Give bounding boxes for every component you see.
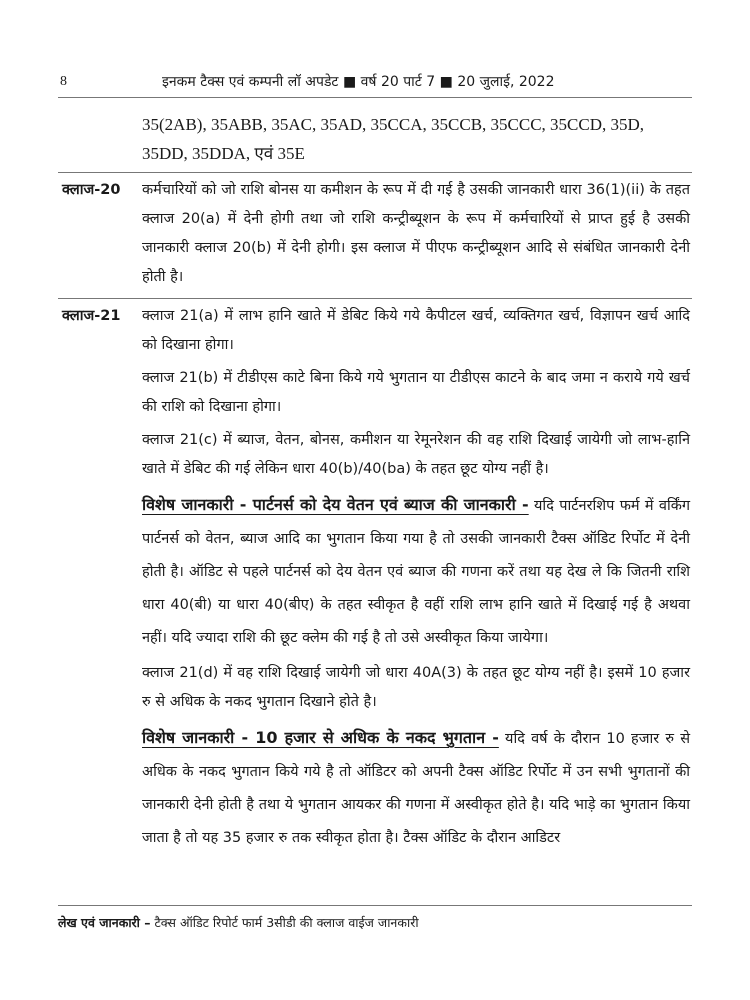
- section-list: [142, 110, 690, 168]
- page-footer: [58, 914, 419, 931]
- footer-title: टैक्स ऑडिट रिपोर्ट फार्म 3सीडी की क्लाज वाईज जानकारी: [150, 915, 419, 930]
- special-info-cash-text: यदि वर्ष के दौरान 10 हजार रु से अधिक के नकद भुगतान किये गये है तो ऑडिटर को अपनी टैक्स ऑडिट रिर्पोट में उन सभी भुगतानों की जानकारी देनी होती है तथा ये भुगतान आयकर की गणना में अस्वीकृत होते है। यदि भाड़े का भुगतान किया जाता है तो यह 35 हजार रु तक स्वीकृत होता है। टैक्स ऑडिट के दौरान आडिटर: [142, 731, 690, 846]
- special-info-partners: [142, 488, 690, 655]
- special-info-cash-heading: विशेष जानकारी - 10 हजार से अधिक के नकद भुगतान -: [142, 728, 499, 747]
- clause-20-label: क्लाज-20: [62, 182, 121, 198]
- clause-21a-text: क्लाज 21(a) में लाभ हानि खाते में डेबिट किये गये कैपीटल खर्च, व्यक्तिगत खर्च, विज्ञापन खर्च आदि को दिखाना होगा।: [142, 308, 690, 353]
- special-info-cash-payments: [142, 721, 690, 855]
- page-header: [58, 72, 688, 92]
- running-head: इनकम टैक्स एवं कम्पनी लॉ अपडेट ■ वर्ष 20 पार्ट 7 ■ 20 जुलाई, 2022: [162, 74, 555, 90]
- page-number: 8: [60, 74, 67, 89]
- special-info-partners-heading: विशेष जानकारी - पार्टनर्स को देय वेतन एवं ब्याज की जानकारी -: [142, 495, 529, 514]
- footer-divider: [58, 905, 692, 906]
- clause-21-body: [142, 302, 690, 859]
- section-list-line-2: 35DD, 35DDA, एवं 35E: [142, 144, 305, 163]
- special-info-partners-text: यदि पार्टनरशिप फर्म में वर्किंग पार्टनर्स को वेतन, ब्याज आदि का भुगतान किया गया है तो उसकी जानकारी टैक्स ऑडिट रिर्पोट में देनी होती है। ऑडिट से पहले पार्टनर्स को देय वेतन एवं ब्याज की गणना करें तथा यह देख ले कि जितनी राशि धारा 40(बी) या धारा 40(बीए) के तहत स्वीकृत है वहीं राशि लाभ हानि खाते में दिखाई गई है अथवा नहीं। यदि ज्यादा राशि की छूट क्लेम की गई है तो उसे अस्वीकृत किया जायेगा।: [142, 498, 690, 646]
- footer-section-label: लेख एवं जानकारी –: [58, 915, 151, 930]
- clause-21d-text: क्लाज 21(d) में वह राशि दिखाई जायेगी जो धारा 40A(3) के तहत छूट योग्य नहीं है। इसमें 10 हजार रु से अधिक के नकद भुगतान दिखाने होते है।: [142, 665, 690, 710]
- divider-clause-20: [58, 172, 692, 173]
- divider-clause-21: [58, 298, 692, 299]
- section-list-line-1: 35(2AB), 35ABB, 35AC, 35AD, 35CCA, 35CCB, 35CCC, 35CCD, 35D,: [142, 115, 645, 134]
- clause-21b-text: क्लाज 21(b) में टीडीएस काटे बिना किये गये भुगतान या टीडीएस काटने के बाद जमा न कराये गये खर्च की राशि को दिखाना होगा।: [142, 370, 690, 415]
- clause-21-label: क्लाज-21: [62, 308, 121, 324]
- clause-20-text: कर्मचारियों को जो राशि बोनस या कमीशन के रूप में दी गई है उसकी जानकारी धारा 36(1)(ii) के तहत क्लाज 20(a) में देनी होगी तथा जो राशि कन्ट्रीब्यूशन के रूप में कर्मचारियों से प्राप्त हुई है उसकी जानकारी क्लाज 20(b) में देनी होगी। इस क्लाज में पीएफ कन्ट्रीब्यूशन आदि से संबंधित जानकारी देनी होती है।: [142, 182, 690, 285]
- header-divider: [58, 97, 692, 98]
- clause-21c-text: क्लाज 21(c) में ब्याज, वेतन, बोनस, कमीशन या रेमूनरेशन की वह राशि दिखाई जायेगी जो लाभ-हानि खाते में डेबिट की गई लेकिन धारा 40(b)/40(ba) के तहत छूट योग्य नहीं है।: [142, 432, 690, 477]
